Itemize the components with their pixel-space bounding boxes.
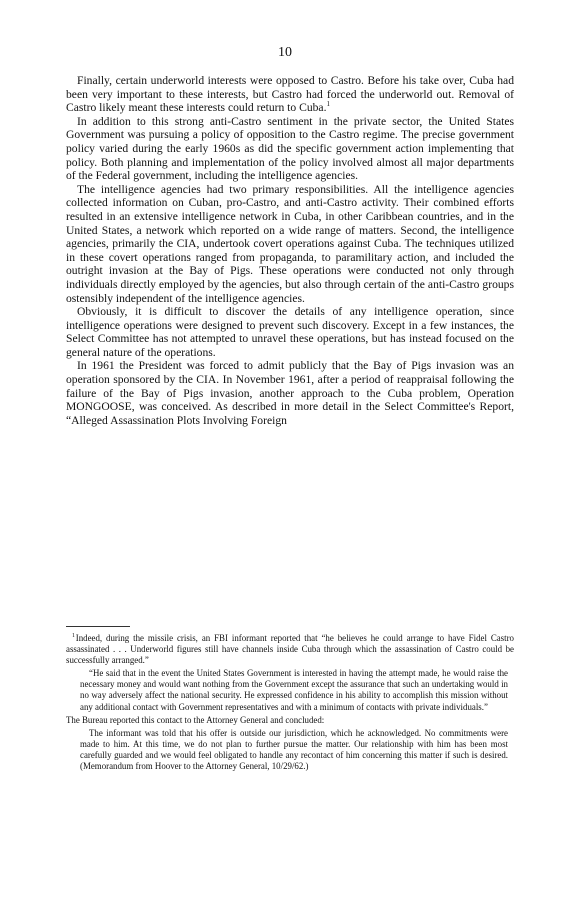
paragraph: The intelligence agencies had two primary responsibilities. All the intelligence agencies collected information on Cuban, pro-Castro, and anti-Castro activity. Their combined efforts resulted in an extensive intelligence network in Cuba, in other Caribbean countries, and in the United States, a network which reported on a wide range of matters. Second, the intelligence agencies, primarily the CIA, undertook covert operations against Cuba. The techniques utilized in these covert operations ranged from propaganda, to paramilitary action, and included the outright invasion at the Bay of Pigs. These operations were conducted not only through individuals directly employed by the agencies, but also through certain of the anti-Castro groups ostensibly independent of the intelligence agencies. xyxy=(66,182,514,305)
page-number: 10 xyxy=(278,45,292,60)
paragraph xyxy=(66,74,514,115)
paragraph: Obviously, it is difficult to discover the details of any intelligence operation, since intelligence operations were designed to prevent such discovery. Except in a few instances, the Select Committee has not attempted to unravel these operations, but has instead focused on the general nature of the operations. xyxy=(66,305,514,359)
footnote-quote: The informant was told that his offer is outside our jurisdiction, which he acknowledged. No commitments were made to him. At this time, we do not plan to further pursue the matter. Our relationship with him has been most carefully guarded and we would feel obligated to handle any recontact of him concerning this matter if such is desired. (Memorandum from Hoover to the Attorney General, 10/29/62.) xyxy=(80,727,508,772)
footnote-text: Indeed, during the missile crisis, an FBI informant reported that “he believes he could arrange to have Fidel Castro assassinated . . . Underworld figures still have channels inside Cuba through which the assassination of Castro could be successfully arranged.” xyxy=(66,633,514,666)
body-text xyxy=(66,74,514,427)
paragraph: In addition to this strong anti-Castro sentiment in the private sector, the United States Government was pursuing a policy of opposition to the Castro regime. The precise government policy varied during the early 1960s as did the specific government action implementing that policy. Both planning and implementation of the policy involved almost all major departments of the Federal government, including the intelligence agencies. xyxy=(66,114,514,183)
footnote-divider xyxy=(66,626,130,627)
footnotes xyxy=(66,633,514,774)
footnote-bridge: The Bureau reported this contact to the Attorney General and concluded: xyxy=(66,714,325,725)
footnote xyxy=(66,633,514,666)
paragraph-text: Finally, certain underworld interests were opposed to Castro. Before his take over, Cuba had been very important to these interests, but Castro had forced the underworld out. Removal of Castro likely meant these interests could return to Cuba. xyxy=(66,74,514,115)
footnote-quote: “He said that in the event the United States Government is interested in having the attempt made, he would raise the necessary money and would want nothing from the Government except the assurance that such an undertaking would in no way adversely affect the national security. He expressed confidence in his ability to accomplish this mission without any additional contact with Government representatives and with a minimum of contacts with private individuals.” xyxy=(80,668,508,712)
footnote-reference: 1 xyxy=(326,100,330,109)
paragraph: In 1961 the President was forced to admit publicly that the Bay of Pigs invasion was an operation sponsored by the CIA. In November 1961, after a period of reappraisal following the failure of the Bay of Pigs invasion, another approach to the Cuba problem, Operation MONGOOSE, was conceived. As described in more detail in the Select Committee's Report, “Alleged Assassination Plots Involving Foreign xyxy=(66,359,514,427)
footnote-marker: 1 xyxy=(72,633,75,640)
